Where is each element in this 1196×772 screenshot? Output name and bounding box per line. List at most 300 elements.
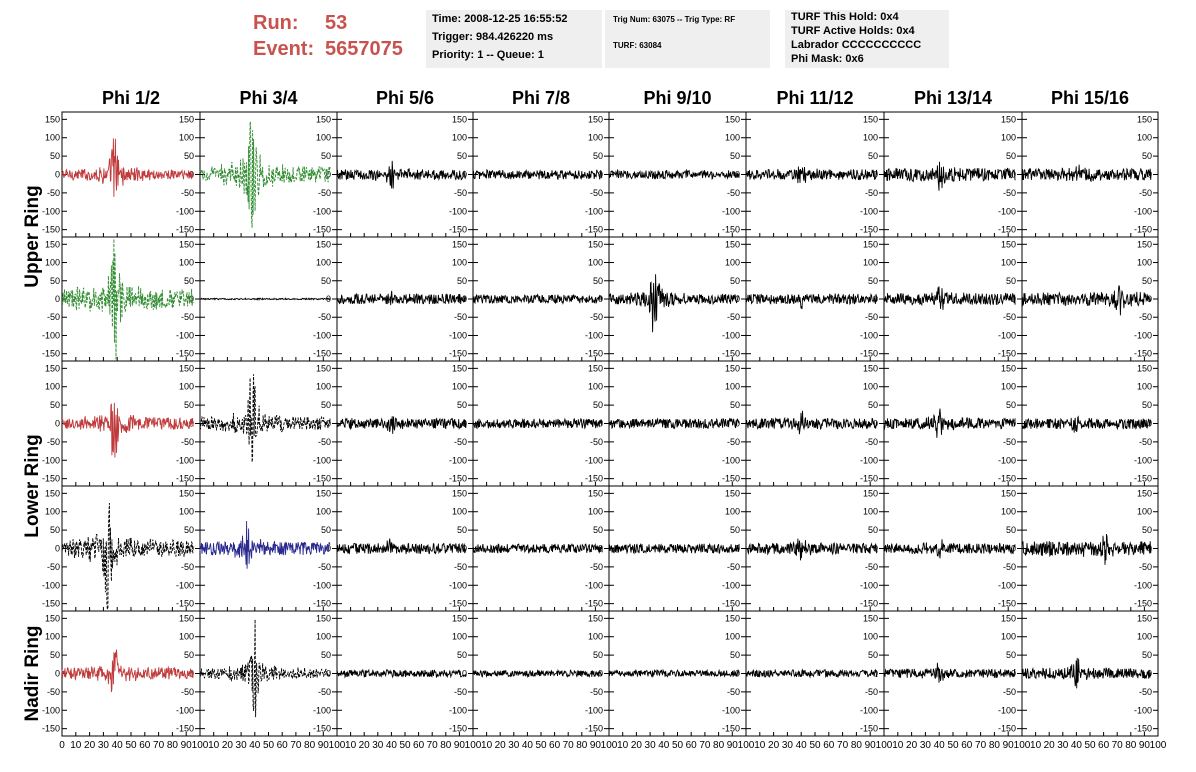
y-tick-label: 50: [183, 650, 194, 661]
column-titles: [102, 88, 1129, 108]
y-tick-label: 0: [461, 418, 467, 429]
y-tick-label: 150: [587, 488, 603, 499]
waveform-trace: [200, 298, 330, 299]
x-tick-label: 30: [781, 740, 793, 751]
x-tick-label: 0: [59, 740, 65, 751]
panel: [42, 361, 200, 486]
y-tick-label: 150: [315, 363, 331, 374]
y-tick-label: -50: [864, 312, 878, 323]
y-tick-label: 100: [315, 132, 331, 143]
y-tick-label: 50: [867, 650, 878, 661]
y-tick-label: -100: [312, 206, 331, 217]
x-tick-label: 70: [837, 740, 849, 751]
y-tick-label: -150: [312, 348, 331, 359]
waveform-trace: [1022, 534, 1151, 565]
turf-this-hold-text: TURF This Hold: 0x4: [791, 11, 899, 23]
y-tick-label: -150: [175, 473, 194, 484]
y-tick-label: -100: [859, 330, 878, 341]
y-tick-label: 100: [451, 257, 467, 268]
y-tick-label: 100: [451, 381, 467, 392]
time-text: Time: 2008-12-25 16:55:52: [432, 13, 568, 25]
y-tick-label: 150: [451, 613, 467, 624]
y-tick-label: 150: [315, 488, 331, 499]
waveform-trace: [609, 274, 739, 332]
y-tick-label: 50: [49, 400, 60, 411]
y-tick-label: -50: [453, 561, 467, 572]
x-tick-label: 40: [111, 740, 123, 751]
y-tick-label: 100: [587, 132, 603, 143]
y-tick-label: 100: [178, 631, 194, 642]
turf-active-holds-text: TURF Active Holds: 0x4: [791, 25, 915, 37]
y-tick-label: -100: [584, 705, 603, 716]
y-tick-label: 50: [1141, 650, 1152, 661]
y-tick-label: -100: [41, 206, 60, 217]
panel: [337, 237, 473, 361]
y-tick-label: -100: [1133, 206, 1152, 217]
y-tick-label: -50: [726, 312, 740, 323]
y-tick-label: -50: [453, 436, 467, 447]
panel: [337, 611, 473, 736]
y-tick-label: 0: [1010, 543, 1016, 554]
waveform-trace: [200, 374, 330, 462]
x-tick-label: 20: [1043, 740, 1055, 751]
y-tick-label: -50: [864, 686, 878, 697]
y-tick-label: 50: [183, 400, 194, 411]
y-tick-label: 50: [729, 400, 740, 411]
turf-text: TURF: 63084: [613, 41, 662, 50]
panel: [473, 486, 609, 611]
y-tick-label: 100: [1000, 132, 1016, 143]
waveform-trace: [473, 170, 602, 180]
y-tick-label: 50: [1141, 151, 1152, 162]
y-tick-label: 0: [54, 418, 60, 429]
y-tick-label: -150: [997, 224, 1016, 235]
y-tick-label: 150: [1000, 613, 1016, 624]
y-tick-label: -50: [317, 187, 331, 198]
y-tick-label: -50: [317, 686, 331, 697]
y-tick-label: 150: [587, 363, 603, 374]
trig-num-text: Trig Num: 63075 -- Trig Type: RF: [613, 15, 736, 24]
y-tick-label: -100: [859, 455, 878, 466]
y-tick-label: -50: [180, 561, 194, 572]
y-tick-label: 0: [872, 294, 878, 304]
y-tick-label: 100: [178, 257, 194, 268]
row-group-title: Nadir Ring: [22, 625, 43, 722]
y-tick-label: 0: [734, 294, 740, 304]
y-tick-label: -150: [41, 723, 60, 734]
y-tick-label: -150: [997, 598, 1016, 609]
y-tick-label: 50: [867, 525, 878, 536]
y-tick-label: 100: [862, 506, 878, 517]
x-tick-label: 60: [961, 740, 973, 751]
priority-text: Priority: 1 -- Queue: 1: [432, 49, 544, 61]
y-tick-label: 100: [587, 257, 603, 268]
y-tick-label: 150: [44, 239, 60, 250]
x-tick-label: 60: [823, 740, 835, 751]
y-tick-label: -50: [864, 561, 878, 572]
y-tick-label: -50: [317, 436, 331, 447]
y-tick-label: 50: [729, 650, 740, 661]
y-tick-label: -100: [721, 455, 740, 466]
y-tick-label: 0: [1010, 418, 1016, 429]
y-tick-label: -50: [1138, 686, 1152, 697]
y-tick-label: -150: [312, 723, 331, 734]
y-tick-label: 0: [188, 668, 194, 679]
y-tick-label: -150: [859, 598, 878, 609]
y-tick-label: 150: [1000, 239, 1016, 250]
x-tick-label: 30: [508, 740, 520, 751]
y-tick-label: -100: [175, 206, 194, 217]
y-tick-label: 0: [734, 169, 740, 180]
y-tick-label: 100: [1000, 506, 1016, 517]
y-tick-label: -50: [180, 686, 194, 697]
y-tick-label: 100: [1000, 381, 1016, 392]
y-tick-label: -100: [584, 206, 603, 217]
y-tick-label: -150: [448, 473, 467, 484]
waveform-trace: [200, 521, 330, 569]
panel: [200, 486, 337, 611]
y-tick-label: 0: [325, 169, 331, 180]
waveform-trace: [609, 670, 739, 677]
y-tick-label: -150: [721, 598, 740, 609]
y-tick-label: 0: [597, 169, 603, 180]
panel: [200, 611, 337, 736]
waveform-trace: [884, 162, 1015, 191]
y-tick-label: 0: [872, 543, 878, 554]
y-tick-label: 50: [592, 151, 603, 162]
y-tick-label: -50: [46, 312, 60, 323]
y-tick-label: -100: [448, 206, 467, 217]
waveform-trace: [1022, 165, 1151, 182]
y-tick-label: 0: [54, 294, 60, 304]
column-title: Phi 9/10: [643, 88, 712, 108]
y-tick-label: 50: [1141, 525, 1152, 536]
y-tick-label: -50: [1002, 312, 1016, 323]
y-tick-label: -100: [859, 580, 878, 591]
y-tick-label: 0: [734, 418, 740, 429]
y-tick-label: -100: [997, 330, 1016, 341]
y-tick-label: -50: [1002, 187, 1016, 198]
y-tick-label: 100: [44, 631, 60, 642]
y-tick-label: 150: [724, 363, 740, 374]
y-tick-label: 100: [451, 631, 467, 642]
x-tick-label: 90: [1002, 740, 1014, 751]
y-tick-label: -100: [41, 705, 60, 716]
x-tick-label: 30: [919, 740, 931, 751]
x-tick-label: 60: [685, 740, 697, 751]
y-tick-label: 50: [183, 151, 194, 162]
y-tick-label: -100: [312, 580, 331, 591]
y-tick-label: 150: [451, 363, 467, 374]
waveform-trace: [746, 670, 877, 677]
waveform-trace: [200, 122, 330, 228]
x-tick-label: 100: [464, 740, 482, 751]
y-tick-label: 150: [315, 239, 331, 250]
panel: [884, 361, 1022, 486]
y-tick-label: -100: [721, 206, 740, 217]
y-tick-label: 50: [1141, 400, 1152, 411]
y-tick-label: 100: [1136, 506, 1152, 517]
y-tick-label: 0: [1010, 668, 1016, 679]
y-tick-label: 100: [724, 132, 740, 143]
x-tick-label: 100: [600, 740, 618, 751]
y-tick-label: -100: [1133, 455, 1152, 466]
y-tick-label: -150: [721, 723, 740, 734]
x-tick-label: 70: [1111, 740, 1123, 751]
x-tick-label: 50: [671, 740, 684, 751]
y-tick-label: 0: [597, 543, 603, 554]
panel: [746, 112, 884, 237]
y-tick-label: -150: [175, 224, 194, 235]
x-tick-label: 40: [795, 740, 807, 751]
waveform-trace: [337, 539, 466, 555]
y-tick-label: 0: [1146, 668, 1152, 679]
y-tick-label: 150: [587, 239, 603, 250]
y-tick-label: -150: [997, 348, 1016, 359]
x-tick-label: 50: [1084, 740, 1096, 751]
y-tick-label: 150: [1136, 239, 1152, 250]
y-tick-label: 100: [178, 132, 194, 143]
y-tick-label: 50: [729, 525, 740, 536]
waveform-trace: [746, 539, 877, 561]
x-tick-label: 60: [549, 740, 561, 751]
waveform-trace: [746, 411, 877, 434]
y-tick-label: 150: [862, 239, 878, 250]
waveform-trace: [473, 670, 602, 677]
y-tick-label: -100: [1133, 705, 1152, 716]
column-title: Phi 5/6: [375, 88, 435, 108]
x-tick-label: 40: [249, 740, 261, 751]
y-tick-label: -50: [180, 312, 194, 323]
y-tick-label: 100: [44, 381, 60, 392]
y-tick-label: -150: [448, 224, 467, 235]
x-tick-label: 10: [617, 740, 629, 751]
y-tick-label: 50: [1005, 151, 1016, 162]
x-tick-label: 40: [1070, 740, 1082, 751]
panel: [1022, 611, 1158, 736]
panel: [337, 361, 473, 486]
y-tick-label: -150: [1133, 348, 1152, 359]
x-tick-label: 20: [358, 740, 370, 751]
y-tick-label: -100: [312, 455, 331, 466]
y-tick-label: -50: [589, 561, 603, 572]
y-tick-label: 100: [724, 506, 740, 517]
row-group-title: Upper Ring: [22, 185, 43, 288]
y-tick-label: -50: [726, 686, 740, 697]
waveform-trace: [609, 544, 739, 553]
x-tick-label: 20: [630, 740, 642, 751]
y-tick-label: 150: [1136, 488, 1152, 499]
y-tick-label: 50: [320, 650, 331, 661]
y-tick-label: -100: [448, 705, 467, 716]
x-tick-label: 20: [494, 740, 506, 751]
y-tick-label: 100: [1136, 257, 1152, 268]
y-tick-label: 0: [188, 294, 194, 304]
y-tick-label: 100: [724, 257, 740, 268]
x-tick-label: 70: [426, 740, 438, 751]
y-tick-label: -100: [175, 580, 194, 591]
y-tick-label: -150: [859, 723, 878, 734]
y-tick-label: 100: [315, 506, 331, 517]
x-tick-label: 10: [754, 740, 766, 751]
y-tick-label: -100: [448, 455, 467, 466]
y-tick-label: 150: [1000, 488, 1016, 499]
y-tick-label: 0: [325, 418, 331, 429]
y-tick-label: 0: [461, 294, 467, 304]
y-tick-label: 50: [867, 151, 878, 162]
y-tick-label: -50: [180, 436, 194, 447]
y-tick-label: 100: [862, 631, 878, 642]
y-tick-label: -50: [317, 312, 331, 323]
y-tick-label: -150: [312, 473, 331, 484]
y-tick-label: -100: [312, 705, 331, 716]
y-tick-label: 0: [1146, 294, 1152, 304]
trigger-text: Trigger: 984.426220 ms: [432, 31, 554, 43]
y-tick-label: -50: [180, 187, 194, 198]
x-tick-label: 10: [345, 740, 357, 751]
y-tick-label: -100: [448, 330, 467, 341]
y-tick-label: -150: [41, 598, 60, 609]
waveform-trace: [473, 544, 602, 553]
panel: [884, 237, 1022, 361]
panel: [473, 112, 609, 237]
panel: [1022, 237, 1158, 361]
y-tick-label: 0: [325, 543, 331, 554]
x-tick-label: 10: [892, 740, 904, 751]
waveform-trace: [609, 419, 739, 429]
y-tick-label: -50: [46, 561, 60, 572]
panel: [200, 361, 337, 486]
y-tick-label: 50: [49, 650, 60, 661]
y-tick-label: 100: [44, 132, 60, 143]
y-tick-label: 0: [461, 668, 467, 679]
y-tick-label: 100: [1000, 257, 1016, 268]
waveform-trace: [200, 619, 330, 717]
x-tick-label: 50: [535, 740, 547, 751]
y-tick-label: 100: [451, 506, 467, 517]
y-tick-label: -150: [859, 473, 878, 484]
y-tick-label: -150: [721, 348, 740, 359]
x-tick-label: 60: [1098, 740, 1110, 751]
y-tick-label: 100: [587, 631, 603, 642]
panel: [746, 611, 884, 736]
y-tick-label: -50: [864, 436, 878, 447]
x-tick-label: 90: [180, 740, 192, 751]
y-tick-label: 50: [320, 275, 331, 286]
y-tick-label: -100: [997, 455, 1016, 466]
y-tick-label: -50: [589, 686, 603, 697]
panel: [746, 486, 884, 611]
panel-frame: [200, 611, 337, 736]
y-tick-label: -50: [589, 436, 603, 447]
y-tick-label: 100: [862, 381, 878, 392]
y-tick-label: -50: [589, 187, 603, 198]
y-tick-label: 150: [1000, 114, 1016, 125]
waveform-trace: [884, 663, 1015, 683]
x-tick-label: 30: [97, 740, 109, 751]
y-tick-label: 100: [451, 132, 467, 143]
x-tick-label: 20: [84, 740, 96, 751]
x-tick-label: 20: [221, 740, 233, 751]
y-tick-label: 150: [178, 613, 194, 624]
y-tick-label: -50: [1002, 686, 1016, 697]
x-tick-label: 80: [166, 740, 178, 751]
x-tick-label: 90: [1138, 740, 1150, 751]
y-tick-label: -50: [1002, 436, 1016, 447]
y-tick-label: 50: [867, 400, 878, 411]
y-tick-label: -150: [448, 348, 467, 359]
x-tick-label: 50: [947, 740, 959, 751]
x-tick-label: 80: [304, 740, 316, 751]
panel: [884, 486, 1022, 611]
x-tick-label: 10: [208, 740, 220, 751]
y-tick-label: -50: [726, 436, 740, 447]
y-tick-label: 150: [1136, 613, 1152, 624]
x-tick-label: 60: [139, 740, 151, 751]
panel: [42, 611, 200, 736]
x-tick-label: 10: [1030, 740, 1042, 751]
panel: [1022, 112, 1158, 237]
y-tick-label: 0: [872, 418, 878, 429]
y-tick-label: 0: [325, 668, 331, 679]
x-tick-label: 30: [372, 740, 384, 751]
x-tick-label: 10: [70, 740, 82, 751]
y-tick-label: 50: [49, 275, 60, 286]
y-tick-label: 100: [178, 506, 194, 517]
y-tick-label: 50: [49, 525, 60, 536]
y-tick-label: 100: [315, 631, 331, 642]
y-tick-label: 50: [183, 275, 194, 286]
y-tick-label: 150: [587, 114, 603, 125]
run-label: Run:: [253, 12, 299, 34]
y-tick-label: 150: [862, 613, 878, 624]
panel: [1022, 486, 1158, 611]
y-tick-label: -150: [859, 224, 878, 235]
y-tick-label: -50: [726, 561, 740, 572]
y-tick-label: 0: [54, 169, 60, 180]
panel: [884, 112, 1022, 237]
y-tick-label: -150: [721, 473, 740, 484]
y-tick-label: 100: [724, 631, 740, 642]
waveform-trace: [884, 286, 1015, 310]
y-tick-label: 50: [729, 275, 740, 286]
y-tick-label: -150: [584, 473, 603, 484]
y-tick-label: -150: [175, 723, 194, 734]
y-tick-label: 150: [44, 488, 60, 499]
y-tick-label: 150: [1000, 363, 1016, 374]
y-tick-label: 0: [734, 543, 740, 554]
y-tick-label: 150: [315, 613, 331, 624]
y-tick-label: 0: [54, 668, 60, 679]
y-tick-label: 150: [451, 488, 467, 499]
y-tick-label: 100: [44, 257, 60, 268]
y-tick-label: 0: [461, 543, 467, 554]
y-tick-label: 100: [1136, 132, 1152, 143]
y-tick-label: -100: [584, 580, 603, 591]
panel: [42, 486, 200, 611]
y-tick-label: -150: [584, 224, 603, 235]
y-tick-label: 100: [1136, 381, 1152, 392]
row-titles: [22, 185, 43, 721]
y-tick-label: 50: [1005, 525, 1016, 536]
y-tick-label: -100: [175, 330, 194, 341]
y-tick-label: -50: [1138, 436, 1152, 447]
x-tick-label: 90: [589, 740, 601, 751]
y-tick-label: 0: [54, 543, 60, 554]
x-tick-label: 40: [385, 740, 397, 751]
x-tick-label: 40: [521, 740, 533, 751]
y-tick-label: -150: [312, 598, 331, 609]
